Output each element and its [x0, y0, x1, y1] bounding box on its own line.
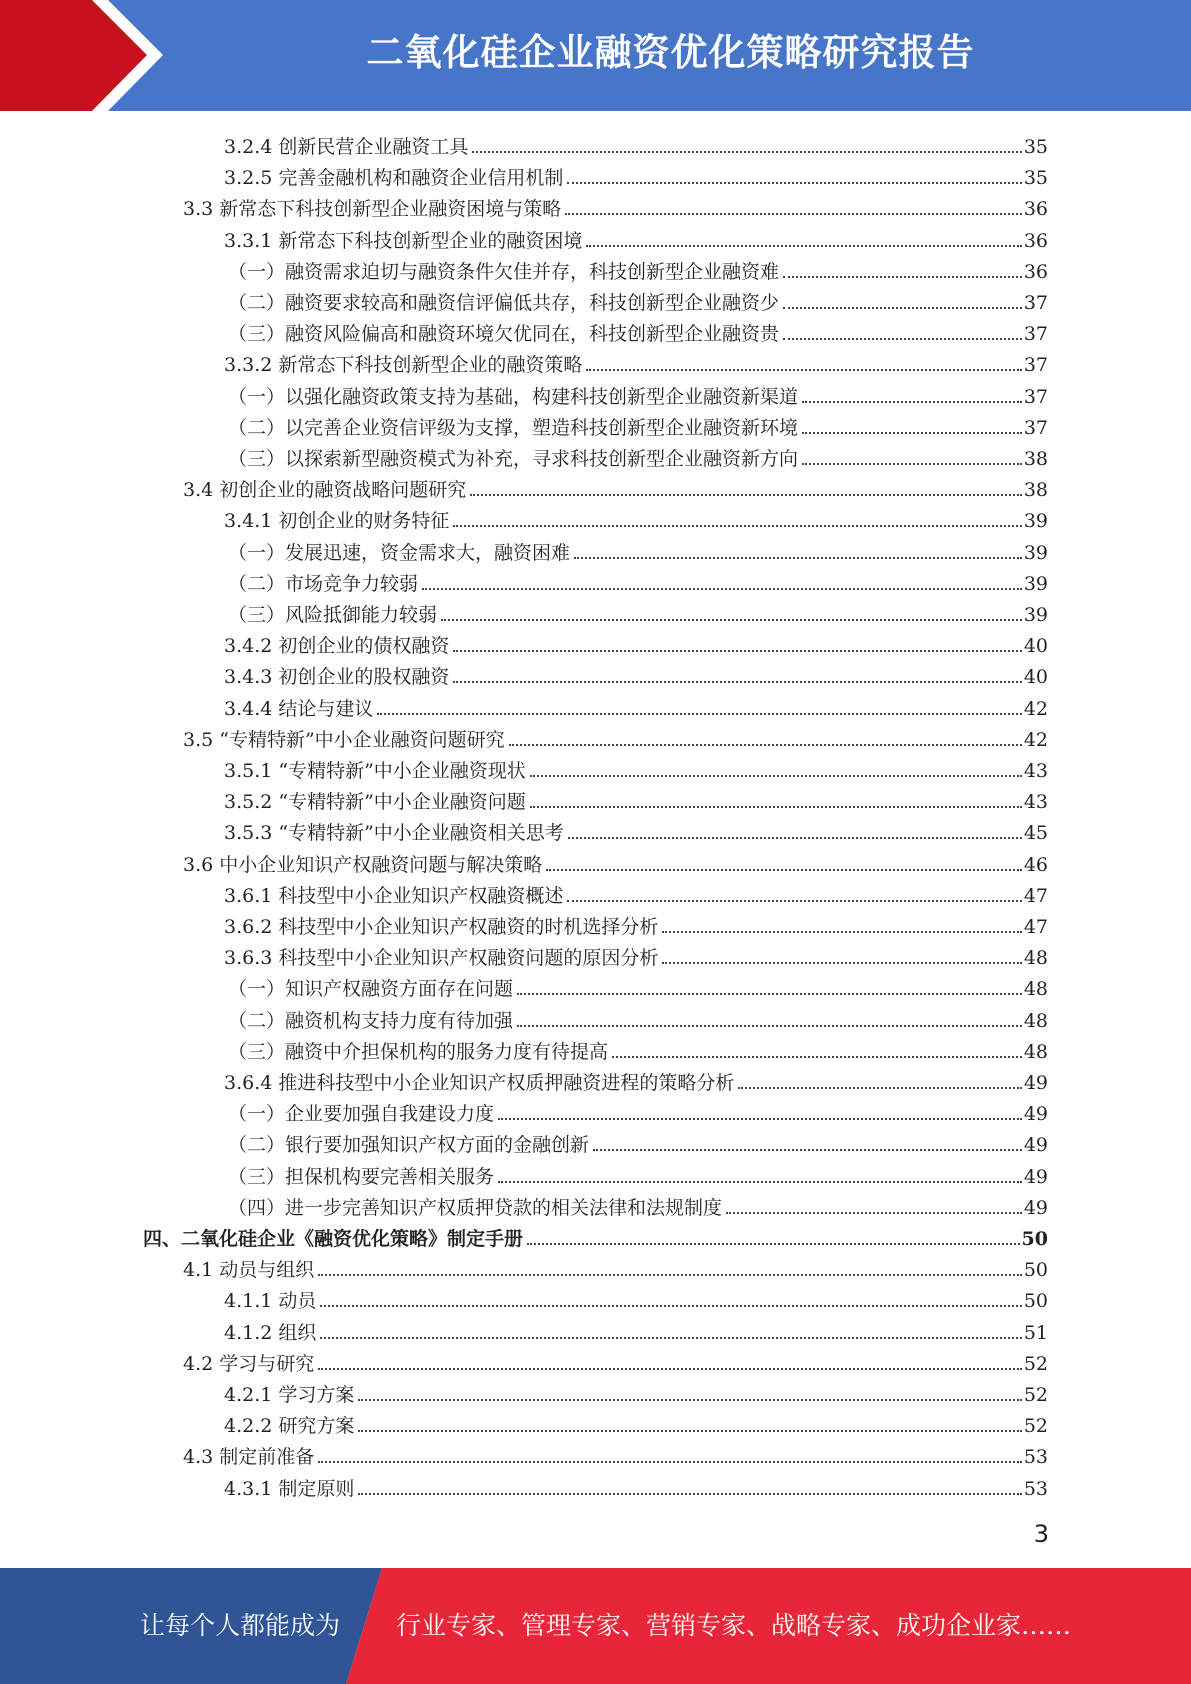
toc-entry[interactable] — [228, 1158, 1048, 1189]
toc-entry-page: 42 — [1023, 728, 1048, 751]
toc-entry-page: 48 — [1023, 978, 1048, 1001]
toc-entry-label: 4.3.1 制定原则 — [224, 1477, 355, 1500]
toc-entry[interactable] — [224, 627, 1048, 658]
toc-entry-label: 3.3.2 新常态下科技创新型企业的融资策略 — [224, 354, 583, 377]
toc-leader-dots — [586, 245, 1021, 247]
page-number: 3 — [1033, 1520, 1049, 1548]
toc-entry-page: 40 — [1023, 635, 1048, 658]
toc-leader-dots — [586, 369, 1021, 371]
toc-leader-dots — [546, 869, 1022, 871]
toc-entry-page: 48 — [1023, 1040, 1048, 1063]
toc-entry[interactable] — [228, 1095, 1048, 1126]
toc-entry-page: 49 — [1023, 1165, 1048, 1188]
toc-entry[interactable] — [228, 315, 1048, 346]
toc-leader-dots — [802, 432, 1022, 434]
toc-leader-dots — [530, 806, 1022, 808]
toc-leader-dots — [453, 650, 1021, 652]
toc-leader-dots — [320, 1337, 1021, 1339]
toc-entry-page: 36 — [1023, 260, 1048, 283]
toc-entry-page: 36 — [1023, 229, 1048, 252]
toc-entry[interactable] — [224, 908, 1048, 939]
toc-leader-dots — [453, 525, 1021, 527]
toc-entry[interactable] — [183, 1438, 1048, 1469]
toc-leader-dots — [453, 681, 1021, 683]
toc-leader-dots — [320, 1305, 1021, 1307]
toc-entry-page: 37 — [1023, 416, 1048, 439]
page-header — [0, 0, 1191, 111]
toc-entry-page: 46 — [1023, 853, 1048, 876]
toc-entry-page: 48 — [1023, 947, 1048, 970]
toc-entry-page: 50 — [1023, 1259, 1048, 1282]
toc-leader-dots — [738, 1087, 1021, 1089]
toc-entry[interactable] — [228, 409, 1048, 440]
toc-entry-page: 35 — [1023, 136, 1048, 158]
toc-leader-dots — [612, 1056, 1022, 1058]
toc-entry[interactable] — [183, 471, 1048, 502]
toc-leader-dots — [565, 213, 1022, 215]
toc-leader-dots — [498, 1118, 1022, 1120]
toc-entry-page: 37 — [1023, 292, 1048, 314]
toc-entry-page: 39 — [1023, 604, 1048, 626]
toc-entry[interactable] — [224, 752, 1048, 783]
toc-leader-dots — [422, 588, 1022, 590]
toc-leader-dots — [568, 837, 1022, 839]
toc-entry-label: （一）企业要加强自我建设力度 — [228, 1103, 495, 1126]
toc-entry[interactable] — [183, 1251, 1048, 1282]
toc-entry[interactable] — [228, 1033, 1048, 1064]
toc-leader-dots — [318, 1274, 1022, 1276]
toc-entry-page: 50 — [1021, 1228, 1048, 1250]
toc-entry-label: （二）市场竞争力较弱 — [228, 572, 419, 595]
toc-entry-label: 3.5.1 “专精特新”中小企业融资现状 — [224, 760, 526, 782]
toc-entry[interactable] — [224, 783, 1048, 814]
toc-entry[interactable] — [224, 128, 1048, 159]
toc-entry[interactable] — [224, 1470, 1048, 1501]
toc-entry[interactable] — [224, 877, 1048, 908]
toc-entry[interactable] — [224, 814, 1048, 845]
toc-entry-page: 38 — [1023, 479, 1048, 502]
toc-leader-dots — [530, 775, 1022, 777]
toc-entry-label: 4.2.1 学习方案 — [224, 1384, 355, 1406]
toc-leader-dots — [358, 1399, 1021, 1401]
toc-entry-label: 4.1 动员与组织 — [183, 1259, 315, 1282]
toc-entry[interactable] — [224, 1407, 1048, 1438]
toc-leader-dots — [802, 463, 1022, 465]
toc-entry-page: 49 — [1023, 1072, 1048, 1094]
toc-entry[interactable] — [228, 1189, 1048, 1220]
toc-leader-dots — [377, 713, 1021, 715]
toc-entry[interactable] — [224, 502, 1048, 533]
toc-leader-dots — [662, 962, 1021, 964]
toc-entry[interactable] — [228, 970, 1048, 1001]
toc-entry[interactable] — [143, 1220, 1048, 1251]
toc-leader-dots — [783, 338, 1022, 340]
toc-entry-page: 40 — [1023, 666, 1048, 689]
toc-entry-page: 49 — [1023, 1196, 1048, 1219]
toc-entry-page: 50 — [1023, 1290, 1048, 1313]
toc-leader-dots — [802, 401, 1022, 403]
toc-leader-dots — [726, 1212, 1022, 1214]
toc-entry-label: 3.2.4 创新民营企业融资工具 — [224, 136, 469, 158]
toc-entry-label: 3.4 初创企业的融资战略问题研究 — [183, 479, 467, 502]
toc-entry-page: 53 — [1023, 1446, 1048, 1469]
toc-entry[interactable] — [183, 721, 1048, 752]
toc-entry[interactable] — [224, 159, 1048, 190]
toc-entry-page: 39 — [1023, 541, 1048, 564]
toc-entry-label: 3.5.2 “专精特新”中小企业融资问题 — [224, 791, 526, 814]
toc-entry-label: 3.4.4 结论与建议 — [224, 697, 374, 720]
toc-entry-page: 36 — [1023, 198, 1048, 221]
toc-entry-page: 53 — [1023, 1477, 1048, 1500]
toc-entry-page: 49 — [1023, 1103, 1048, 1126]
toc-entry-page: 45 — [1023, 822, 1048, 845]
toc-entry-page: 43 — [1023, 760, 1048, 782]
toc-entry-label: （一）发展迅速，资金需求大，融资困难 — [228, 541, 571, 564]
toc-entry-label: 4.2 学习与研究 — [183, 1352, 315, 1375]
toc-entry-label: 3.4.1 初创企业的财务特征 — [224, 510, 450, 533]
toc-entry-page: 37 — [1023, 323, 1048, 346]
toc-entry-label: 3.6 中小企业知识产权融资问题与解决策略 — [183, 853, 543, 876]
toc-entry-label: 3.3.1 新常态下科技创新型企业的融资困境 — [224, 229, 583, 252]
toc-leader-dots — [574, 557, 1022, 559]
toc-entry[interactable] — [224, 690, 1048, 721]
toc-entry-label: （二）以完善企业资信评级为支撑，塑造科技创新型企业融资新环境 — [228, 416, 799, 439]
toc-leader-dots — [358, 1430, 1021, 1432]
toc-entry-label: 3.5.3 “专精特新”中小企业融资相关思考 — [224, 822, 564, 845]
toc-entry-page: 52 — [1023, 1415, 1048, 1438]
toc-entry-page: 49 — [1023, 1134, 1048, 1157]
toc-entry-label: 4.1.1 动员 — [224, 1290, 317, 1313]
toc-leader-dots — [567, 182, 1021, 184]
toc-entry[interactable] — [224, 1064, 1048, 1095]
toc-entry-page: 35 — [1023, 167, 1048, 190]
toc-entry-page: 42 — [1023, 697, 1048, 720]
toc-entry-label: 3.3 新常态下科技创新型企业融资困境与策略 — [183, 198, 562, 221]
toc-entry[interactable] — [224, 222, 1048, 253]
footer-slogan-left: 让每个人都能成为 — [140, 1611, 341, 1640]
toc-leader-dots — [517, 993, 1022, 995]
toc-entry-label: 四、二氧化硅企业《融资优化策略》制定手册 — [143, 1228, 524, 1250]
toc-entry-label: 3.6.3 科技型中小企业知识产权融资问题的原因分析 — [224, 947, 659, 970]
toc-entry[interactable] — [224, 1282, 1048, 1313]
document-title: 二氧化硅企业融资优化策略研究报告 — [366, 31, 975, 74]
toc-entry-label: （三）融资风险偏高和融资环境欠优同在，科技创新型企业融资贵 — [228, 323, 780, 346]
toc-entry[interactable] — [228, 596, 1048, 627]
toc-entry[interactable] — [228, 440, 1048, 471]
toc-entry[interactable] — [224, 658, 1048, 689]
toc-entry-label: 3.4.3 初创企业的股权融资 — [224, 666, 450, 689]
toc-leader-dots — [783, 276, 1022, 278]
toc-entry-label: （二）银行要加强知识产权方面的金融创新 — [228, 1134, 590, 1157]
toc-entry-page: 47 — [1023, 916, 1048, 938]
toc-leader-dots — [441, 619, 1022, 621]
toc-entry-label: 4.3 制定前准备 — [183, 1446, 315, 1469]
toc-entry[interactable] — [228, 253, 1048, 284]
toc-entry-page: 37 — [1023, 354, 1048, 377]
toc-entry-label: 3.6.2 科技型中小企业知识产权融资的时机选择分析 — [224, 916, 659, 938]
toc-entry[interactable] — [224, 346, 1048, 377]
toc-leader-dots — [783, 307, 1022, 309]
toc-entry-label: 4.2.2 研究方案 — [224, 1415, 355, 1438]
toc-leader-dots — [318, 1368, 1022, 1370]
toc-entry-label: （三）风险抵御能力较弱 — [228, 604, 438, 626]
toc-entry-page: 47 — [1023, 884, 1048, 907]
toc-entry-label: 3.6.1 科技型中小企业知识产权融资概述 — [224, 884, 564, 907]
toc-entry-label: （一）知识产权融资方面存在问题 — [228, 978, 514, 1001]
toc-entry-label: 4.1.2 组织 — [224, 1321, 317, 1344]
toc-entry[interactable] — [183, 1345, 1048, 1376]
toc-leader-dots — [509, 744, 1022, 746]
toc-entry[interactable] — [183, 190, 1048, 221]
toc-leader-dots — [358, 1493, 1021, 1495]
toc-entry-page: 52 — [1023, 1384, 1048, 1406]
toc-entry[interactable] — [228, 1126, 1048, 1157]
toc-entry[interactable] — [224, 1376, 1048, 1407]
toc-entry-label: 3.2.5 完善金融机构和融资企业信用机制 — [224, 167, 564, 190]
toc-entry-label: 3.6.4 推进科技型中小企业知识产权质押融资进程的策略分析 — [224, 1072, 735, 1094]
toc-leader-dots — [472, 151, 1021, 153]
toc-entry-label: （一）融资需求迫切与融资条件欠佳并存，科技创新型企业融资难 — [228, 260, 780, 283]
toc-leader-dots — [470, 494, 1022, 496]
toc-leader-dots — [318, 1461, 1022, 1463]
toc-entry-label: （三）担保机构要完善相关服务 — [228, 1165, 495, 1188]
toc-entry[interactable] — [228, 1002, 1048, 1033]
toc-entry[interactable] — [224, 1314, 1048, 1345]
toc-entry-page: 43 — [1023, 791, 1048, 814]
toc-leader-dots — [498, 1181, 1022, 1183]
toc-entry-label: （一）以强化融资政策支持为基础，构建科技创新型企业融资新渠道 — [228, 385, 799, 408]
footer-slogan-right: 行业专家、管理专家、营销专家、战略专家、成功企业家…… — [396, 1611, 1072, 1640]
toc-entry-page: 38 — [1023, 448, 1048, 470]
toc-entry-page: 52 — [1023, 1352, 1048, 1375]
toc-entry[interactable] — [228, 565, 1048, 596]
toc-entry-label: 3.4.2 初创企业的债权融资 — [224, 635, 450, 658]
toc-leader-dots — [593, 1149, 1022, 1151]
toc-entry-label: （三）以探索新型融资模式为补充，寻求科技创新型企业融资新方向 — [228, 448, 799, 470]
toc-entry[interactable] — [228, 378, 1048, 409]
toc-entry-page: 51 — [1023, 1321, 1048, 1344]
toc-leader-dots — [662, 931, 1021, 933]
toc-entry-label: 3.5 “专精特新”中小企业融资问题研究 — [183, 728, 505, 751]
toc-entry[interactable] — [228, 534, 1048, 565]
toc-entry-label: （三）融资中介担保机构的服务力度有待提高 — [228, 1040, 609, 1063]
toc-leader-dots — [567, 900, 1021, 902]
toc-entry-page: 39 — [1023, 572, 1048, 595]
toc-entry-page: 48 — [1023, 1009, 1048, 1032]
toc-entry[interactable] — [228, 284, 1048, 315]
toc-entry-page: 39 — [1023, 510, 1048, 533]
toc-entry-label: （二）融资机构支持力度有待加强 — [228, 1009, 514, 1032]
toc-leader-dots — [517, 1025, 1022, 1027]
toc-entry[interactable] — [183, 846, 1048, 877]
page-footer — [0, 1568, 1191, 1684]
toc-entry[interactable] — [224, 939, 1048, 970]
toc-entry-label: （二）融资要求较高和融资信评偏低共存，科技创新型企业融资少 — [228, 292, 780, 314]
toc-entry-page: 37 — [1023, 385, 1048, 408]
toc-leader-dots — [527, 1243, 1020, 1245]
toc-entry-label: （四）进一步完善知识产权质押贷款的相关法律和法规制度 — [228, 1196, 723, 1219]
